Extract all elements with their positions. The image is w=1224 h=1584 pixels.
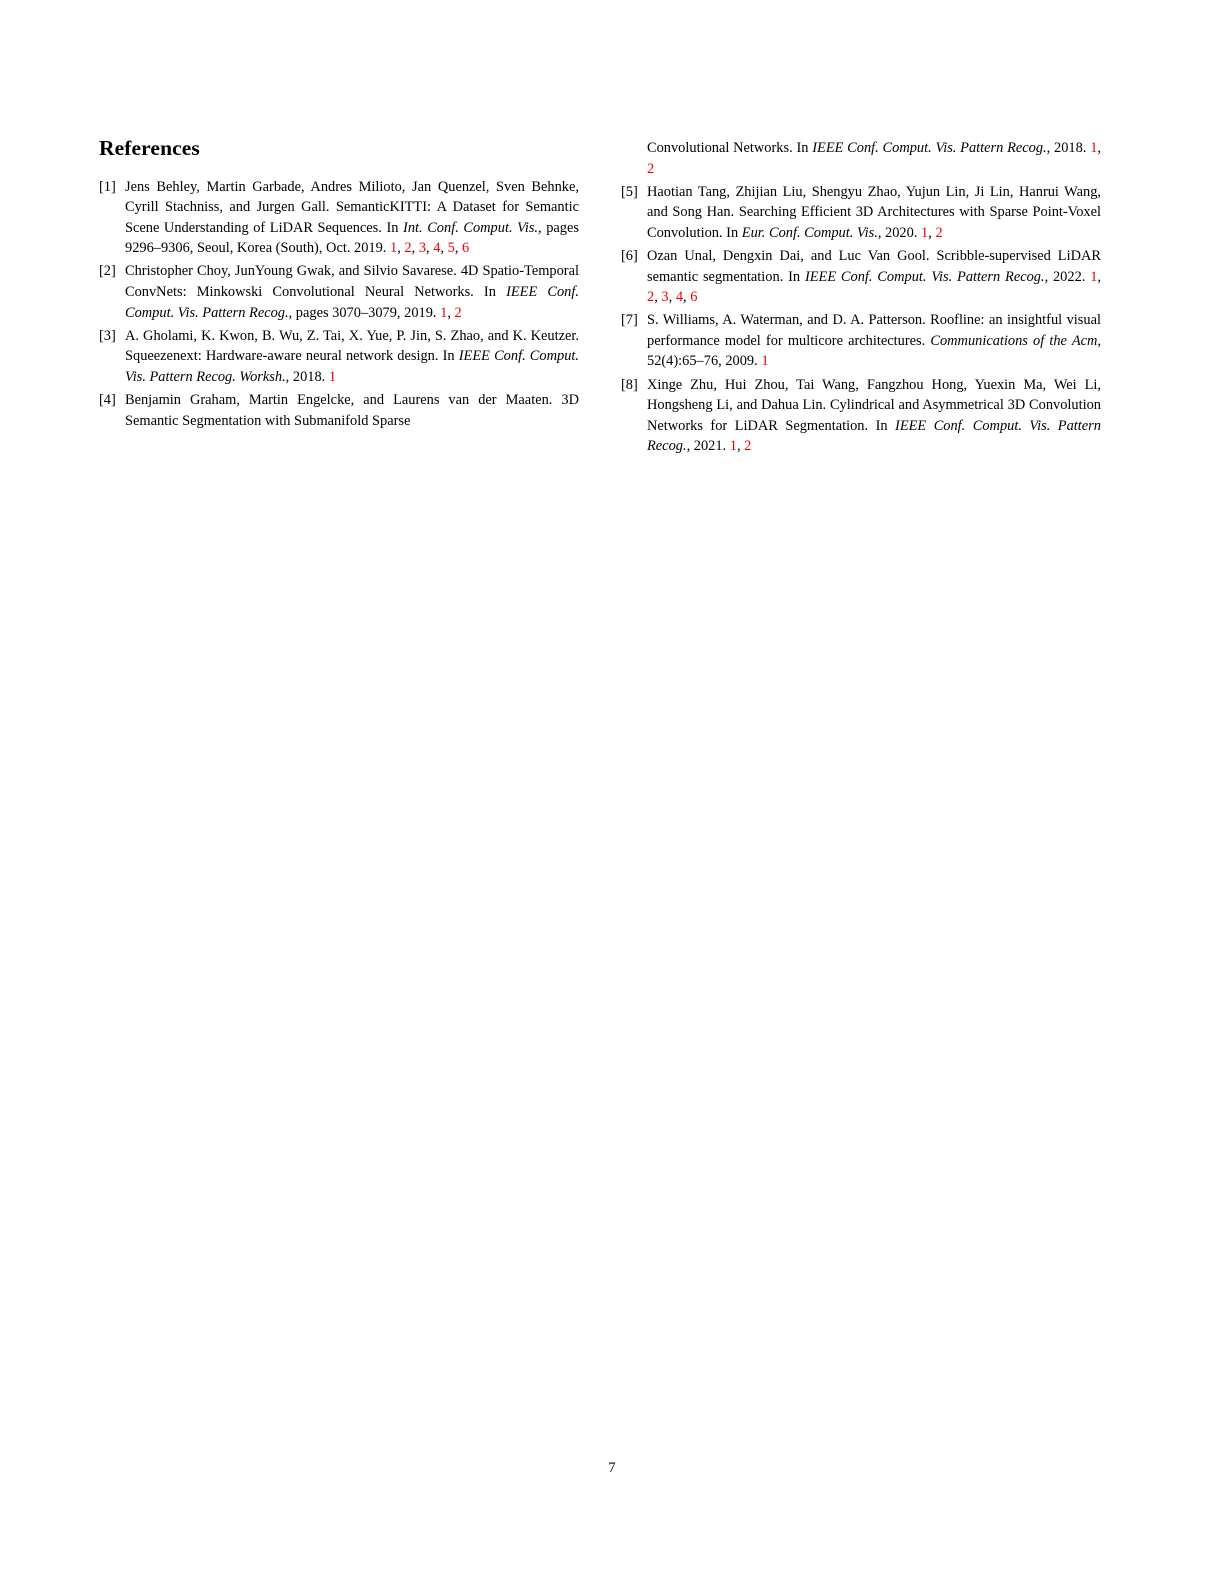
reference-in-word: In [386, 219, 399, 236]
citation-backlinks[interactable] [921, 225, 943, 241]
reference-in-word: In [726, 224, 739, 241]
reference-entry [621, 375, 1101, 457]
citation-backlink[interactable]: 6 [690, 289, 698, 306]
reference-authors: S. Williams, A. Waterman, and D. A. Patterson. [647, 312, 926, 329]
reference-label: [6] [621, 247, 638, 264]
reference-body [125, 261, 579, 323]
citation-separator: , [683, 289, 691, 306]
citation-separator: , [668, 289, 676, 306]
reference-details: , 2021. [686, 438, 727, 455]
reference-authors: A. Gholami, K. Kwon, B. Wu, Z. Tai, X. Yue, P. Jin, S. Zhao, and K. Keutzer. [125, 327, 579, 344]
reference-list-left [99, 177, 579, 432]
reference-in-word: In [483, 283, 496, 300]
citation-backlink[interactable]: 2 [935, 224, 943, 241]
citation-separator: , [447, 304, 455, 321]
reference-entry [99, 261, 579, 323]
reference-authors: Benjamin Graham, Martin Engelcke, and Laurens van der Maaten. [125, 391, 553, 408]
citation-backlink[interactable]: 2 [744, 438, 752, 455]
reference-details: , pages 3070–3079, 2019. [288, 304, 437, 321]
citation-backlink[interactable]: 5 [447, 240, 455, 257]
citation-backlinks[interactable] [761, 353, 768, 369]
reference-title: Searching Efficient 3D Architectures with Sparse Point-Voxel Convolution. [647, 204, 1101, 241]
citation-backlink[interactable]: 6 [462, 240, 470, 257]
citation-separator: , [654, 289, 662, 306]
reference-venue: IEEE Conf. Comput. Vis. Pattern Recog. [125, 283, 579, 321]
reference-body [647, 375, 1101, 457]
reference-label: [7] [621, 312, 638, 329]
reference-in-word: In [442, 348, 455, 365]
reference-continuation [621, 138, 1101, 179]
reference-authors: Ozan Unal, Dengxin Dai, and Luc Van Gool. [647, 247, 930, 264]
reference-body [647, 182, 1101, 244]
reference-body [647, 310, 1101, 372]
citation-backlink[interactable]: 1 [390, 240, 398, 257]
citation-backlink[interactable]: 2 [404, 240, 412, 257]
reference-authors: Jens Behley, Martin Garbade, Andres Milioto, Jan Quenzel, Sven Behnke, Cyrill Stachniss, and Jurgen Gall. [125, 178, 579, 216]
citation-backlinks[interactable] [390, 240, 469, 256]
reference-entry [99, 177, 579, 259]
reference-title: 3D Semantic Segmentation with Submanifold Sparse [125, 391, 579, 429]
reference-body [125, 177, 579, 259]
reference-venue: IEEE Conf. Comput. Vis. Pattern Recog. [647, 417, 1101, 455]
reference-title: Squeezenext: Hardware-aware neural network design. [125, 348, 439, 365]
citation-backlinks[interactable] [730, 438, 752, 454]
reference-title: SemanticKITTI: A Dataset for Semantic Scene Understanding of LiDAR Sequences. [125, 199, 579, 236]
reference-title: Cylindrical and Asymmetrical 3D Convolution Networks for LiDAR Segmentation. [647, 397, 1101, 434]
citation-backlink[interactable]: 4 [433, 240, 441, 257]
reference-details: , 52(4):65–76, 2009. [647, 332, 1101, 370]
citation-backlinks[interactable] [440, 305, 462, 321]
citation-separator: , [1097, 268, 1102, 285]
two-column-body [99, 138, 1101, 558]
continuation-details: , 2018. [1046, 140, 1087, 156]
citation-backlinks[interactable] [329, 369, 336, 385]
reference-label: [2] [99, 263, 116, 280]
citation-backlink[interactable]: 2 [647, 160, 655, 177]
citation-backlink[interactable]: 2 [454, 304, 462, 321]
citation-separator: , [440, 240, 448, 257]
citation-separator: , [454, 240, 463, 257]
citation-separator: , [426, 240, 434, 257]
citation-backlink[interactable]: 1 [729, 438, 737, 455]
reference-entry [99, 390, 579, 431]
citation-backlink[interactable]: 2 [647, 289, 655, 306]
reference-entry [99, 326, 579, 388]
reference-body [125, 390, 579, 431]
reference-venue: IEEE Conf. Comput. Vis. Pattern Recog. [804, 268, 1045, 285]
reference-entry [621, 310, 1101, 372]
citation-backlink[interactable]: 1 [921, 224, 929, 241]
reference-in-word: In [875, 417, 888, 434]
citation-separator: , [397, 240, 405, 257]
reference-label: [8] [621, 376, 638, 393]
reference-details: , 2018. [285, 368, 326, 385]
reference-title: Scribble-supervised LiDAR semantic segmentation. [647, 247, 1101, 285]
reference-body [125, 326, 579, 388]
citation-separator: , [1097, 140, 1101, 156]
citation-separator: , [411, 240, 419, 257]
reference-venue: Eur. Conf. Comput. Vis. [741, 224, 878, 241]
citation-backlink[interactable]: 1 [1090, 140, 1098, 156]
citation-backlink[interactable]: 4 [675, 289, 684, 306]
reference-entry [621, 246, 1101, 308]
reference-body [647, 246, 1101, 308]
reference-venue: Communications of the Acm [930, 332, 1098, 349]
reference-label: [4] [99, 391, 116, 408]
citation-backlink[interactable]: 1 [1090, 268, 1098, 285]
continuation-in-word: In [796, 140, 809, 156]
reference-details: , pages 9296–9306, Seoul, Korea (South), Oct. 2019. [125, 219, 579, 257]
citation-backlink[interactable]: 1 [328, 368, 337, 385]
continuation-title: Convolutional Networks. [647, 140, 793, 156]
reference-label: [5] [621, 183, 638, 200]
reference-authors: Xinge Zhu, Hui Zhou, Tai Wang, Fangzhou Hong, Yuexin Ma, Wei Li, Hongsheng Li, and Dahua Lin. [647, 376, 1101, 414]
reference-list-right [621, 182, 1101, 457]
citation-separator: , [928, 224, 936, 241]
reference-label: [3] [99, 327, 116, 344]
page-number: 7 [608, 1460, 616, 1476]
citation-backlink[interactable]: 1 [761, 353, 769, 370]
reference-details: , 2022. [1044, 268, 1086, 285]
reference-entry [621, 182, 1101, 244]
citation-backlink[interactable]: 3 [418, 240, 427, 257]
reference-in-word: In [788, 268, 801, 285]
citation-backlink[interactable]: 1 [440, 304, 448, 321]
reference-venue: IEEE Conf. Comput. Vis. Pattern Recog. Worksh. [125, 348, 579, 385]
reference-title: Roofline: an insightful visual performance model for multicore architectures. [647, 312, 1101, 349]
citation-backlink[interactable]: 3 [661, 289, 669, 306]
reference-venue: Int. Conf. Comput. Vis. [403, 219, 539, 236]
reference-authors: Christopher Choy, JunYoung Gwak, and Silvio Savarese. [125, 263, 457, 280]
reference-label: [1] [99, 178, 116, 195]
page-title: References [99, 136, 200, 160]
reference-title: 4D Spatio-Temporal ConvNets: Minkowski Convolutional Neural Networks. [125, 263, 579, 300]
reference-authors: Haotian Tang, Zhijian Liu, Shengyu Zhao, Yujun Lin, Ji Lin, Hanrui Wang, and Song Han. [647, 183, 1101, 221]
left-column [99, 138, 579, 431]
right-column [621, 138, 1101, 457]
continuation-venue: IEEE Conf. Comput. Vis. Pattern Recog. [812, 140, 1047, 156]
citation-separator: , [736, 438, 745, 455]
reference-details: , 2020. [877, 224, 918, 241]
